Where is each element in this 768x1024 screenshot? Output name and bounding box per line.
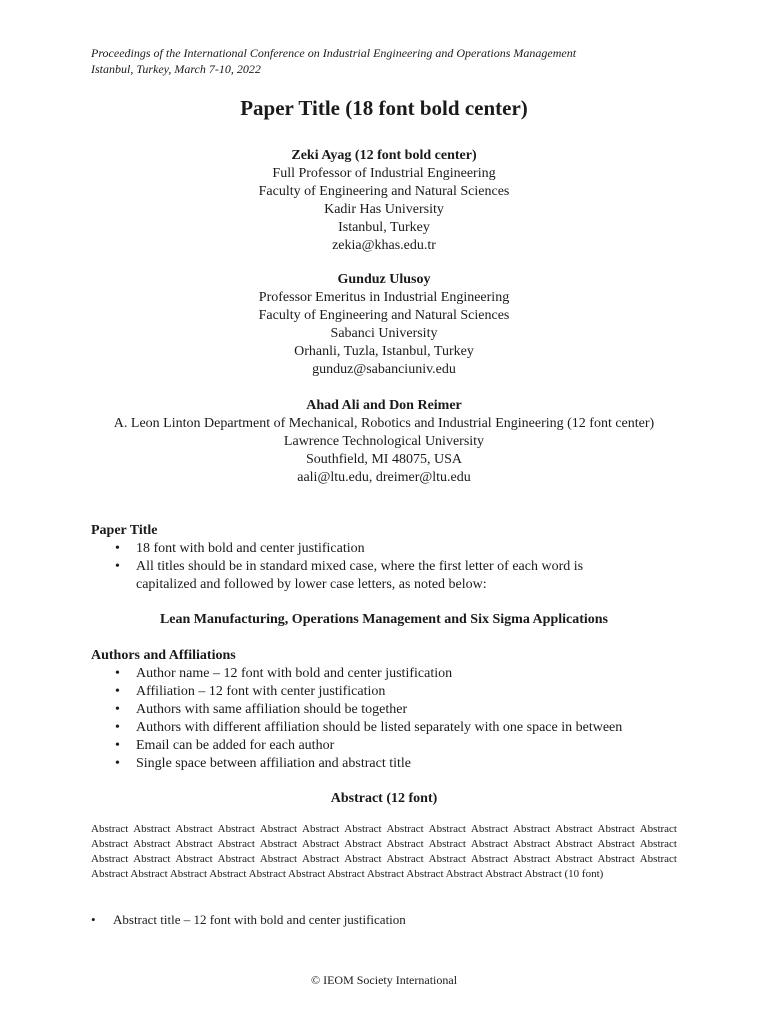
paper-title-bullet-list xyxy=(91,540,601,594)
abstract-bullet-list xyxy=(91,911,691,929)
author-university: Lawrence Technological University xyxy=(283,434,485,449)
author-university: Kadir Has University xyxy=(324,202,444,217)
paper-title: Paper Title (18 font bold center) xyxy=(240,96,528,120)
author-address: Istanbul, Turkey xyxy=(338,220,430,235)
section-heading-paper-title: Paper Title xyxy=(91,523,158,538)
author-faculty: Faculty of Engineering and Natural Sciences xyxy=(258,308,510,323)
example-title: Lean Manufacturing, Operations Management and Six Sigma Applications xyxy=(159,612,609,627)
abstract-heading: Abstract (12 font) xyxy=(330,791,438,806)
author-email: aali@ltu.edu, dreimer@ltu.edu xyxy=(297,470,471,485)
author-name: Gunduz Ulusoy xyxy=(337,272,431,287)
bullet-icon: • xyxy=(115,559,120,574)
list-item: • 18 font with bold and center justification xyxy=(115,541,365,556)
header-location-date: Istanbul, Turkey, March 7-10, 2022 xyxy=(91,62,261,76)
author-address: Orhanli, Tuzla, Istanbul, Turkey xyxy=(294,344,474,359)
author-email: zekia@khas.edu.tr xyxy=(332,238,436,253)
abstract-body: Abstract Abstract Abstract Abstract Abstract Abstract Abstract Abstract Abstract Abstract Abstract Abstract Abstract Abstract Abstract Abstract Abstract Abstract Abstract Abstract Abstract Abstract Abstract Abstract Abstract Abstract Abstract Abstract Abstract Abstract Abstract Abstract Abstract Abstract Abstract Abstract Abstract Abstract Abstract Abstract Abstract Abstract Abstract Abstract Abstract Abstract Abstract Abstract Abstract Abstract Abstract Abstract Abstract Abstract (10 font) xyxy=(91,823,677,880)
section-heading-authors: Authors and Affiliations xyxy=(91,648,236,663)
page-footer: © IEOM Society International xyxy=(310,973,458,987)
header-conference-name: Proceedings of the International Conference on Industrial Engineering and Operations Management xyxy=(91,46,577,60)
list-item: • All titles should be in standard mixed case, where the first letter of each word is capitalized and followed by lower case letters, as noted below: xyxy=(115,559,584,592)
author-name: Ahad Ali and Don Reimer xyxy=(306,398,462,413)
author-position: Full Professor of Industrial Engineering xyxy=(272,166,496,181)
author-university: Sabanci University xyxy=(330,326,438,341)
author-department: A. Leon Linton Department of Mechanical, Robotics and Industrial Engineering (12 font center) xyxy=(113,416,655,431)
author-block-3 xyxy=(0,397,768,487)
authors-bullet-list xyxy=(91,665,691,773)
bullet-icon: • xyxy=(115,541,120,556)
list-item: • Authors with different affiliation should be listed separately with one space in between xyxy=(115,720,623,735)
bullet-icon: • xyxy=(115,756,120,771)
author-position: Professor Emeritus in Industrial Engineering xyxy=(258,290,510,305)
list-item: • Email can be added for each author xyxy=(115,738,335,753)
list-item: • Affiliation – 12 font with center justification xyxy=(115,684,386,699)
list-item: • Abstract title – 12 font with bold and center justification xyxy=(91,912,406,927)
list-item: • Author name – 12 font with bold and center justification xyxy=(115,666,453,681)
bullet-icon: • xyxy=(115,702,120,717)
bullet-icon: • xyxy=(91,912,96,927)
bullet-icon: • xyxy=(115,738,120,753)
list-item: • Single space between affiliation and abstract title xyxy=(115,756,411,771)
author-block-2 xyxy=(0,271,768,379)
running-header xyxy=(91,45,576,77)
author-name: Zeki Ayag (12 font bold center) xyxy=(291,148,477,163)
author-email: gunduz@sabanciuniv.edu xyxy=(312,362,456,377)
author-faculty: Faculty of Engineering and Natural Sciences xyxy=(258,184,510,199)
bullet-icon: • xyxy=(115,684,120,699)
author-address: Southfield, MI 48075, USA xyxy=(306,452,462,467)
bullet-icon: • xyxy=(115,666,120,681)
list-item: • Authors with same affiliation should be together xyxy=(115,702,408,717)
bullet-icon: • xyxy=(115,720,120,735)
author-block-1 xyxy=(0,147,768,255)
